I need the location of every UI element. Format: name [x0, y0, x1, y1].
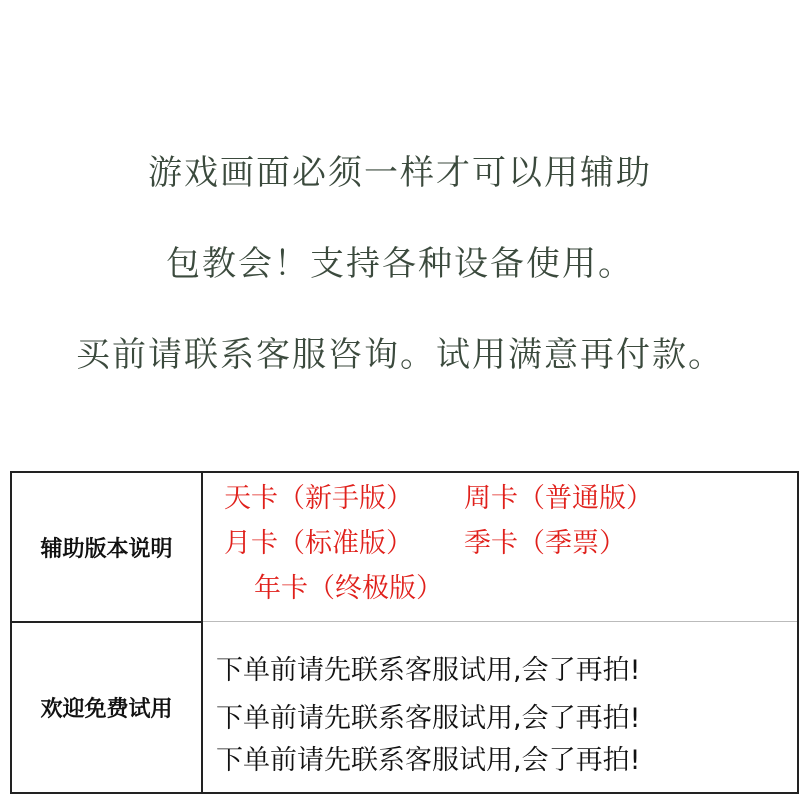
headline-contact: 买前请联系客服咨询。试用满意再付款。 — [76, 335, 724, 375]
version-season-card: 季卡（季票） — [464, 528, 626, 559]
trial-notice: 下单前请先联系客服试用,会了再拍! — [216, 703, 641, 734]
version-year-card: 年卡（终极版） — [254, 573, 443, 604]
version-info-label: 辅助版本说明 — [12, 473, 203, 621]
headline-requirement: 游戏画面必须一样才可以用辅助 — [148, 153, 652, 193]
version-day-card: 天卡（新手版） — [224, 483, 413, 514]
row-divider — [203, 621, 797, 622]
version-week-card: 周卡（普通版） — [464, 483, 653, 514]
version-month-card: 月卡（标准版） — [224, 528, 413, 559]
trial-notice: 下单前请先联系客服试用,会了再拍! — [216, 745, 641, 776]
free-trial-label: 欢迎免费试用 — [12, 621, 203, 792]
headline-support: 包教会！支持各种设备使用。 — [166, 244, 634, 284]
info-table — [10, 471, 799, 794]
trial-notice: 下单前请先联系客服试用,会了再拍! — [216, 655, 641, 686]
